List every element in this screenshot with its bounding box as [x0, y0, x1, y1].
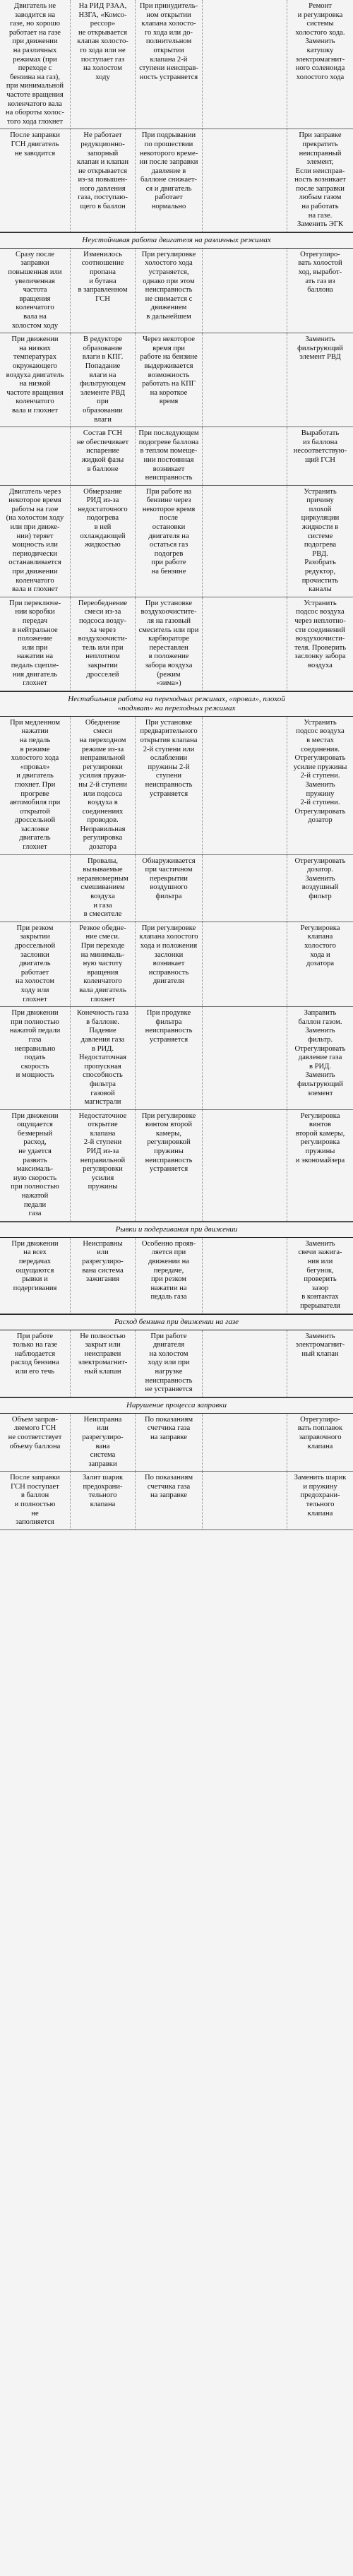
table-cell-col-1: Объем заправ- ляемого ГСН не соответствует объему баллона [0, 1414, 71, 1472]
table-cell-col-2: Неисправны или разрегулиро- вана система зажигания [71, 1238, 136, 1313]
table-cell-col-5: Отрегулировать дозатор. Заменить воздушный фильтр [294, 857, 346, 901]
table-cell-col-5: Заменить шарик и пружину предохрани- тельного клапана [294, 1474, 347, 1517]
table-cell-col-2: Не полностью закрыт или неисправен электромагнит- ный клапан [71, 1330, 136, 1397]
table-row [0, 1414, 353, 1472]
table-cell-col-3: По показаниям счетчика газа на заправке [136, 1414, 203, 1472]
table-cell-col-5: При заправке прекратить неисправный элемент, Если неисправ- ность возникает после заправки любым газом на работать на газе. Заменить ЭГК [294, 131, 346, 229]
table-cell-col-5: Заменить электромагнит- ный клапан [295, 1332, 345, 1358]
table-cell-col-3: При продувке фильтра неисправность устраняется [136, 1007, 203, 1109]
table-cell-col-5: Заменить свечи зажига- ния или бегунок, проверить зазор в контактах прерывателя [298, 1239, 342, 1310]
table-cell-col-5: Отрегулиро- вать холостой ход, выработ- ать газ из баллона [298, 250, 342, 294]
table-row [0, 427, 353, 486]
table-cell-col-1: При медленном нажатии на педаль в режиме холостого хода «провал» и двигатель глохнет. При прогреве автомобиля при открытой дроссельной заслонке двигатель глохнет [0, 717, 71, 854]
table-cell-col-2: Провалы, вызываемые неравномерным смешиванием воздуха и газа в смесителе [71, 855, 136, 922]
table-cell-col-4 [203, 1472, 287, 1530]
table-cell-col-4 [203, 249, 287, 333]
table-cell-col-1: При движении на всех передачах ощущаются рывки и подергивания [0, 1238, 71, 1313]
table-row [0, 129, 353, 232]
table-cell-col-2: Резкое обедне- ние смеси. При переходе на минималь- ную частоту вращения коленчатого вала двигатель глохнет [71, 922, 136, 1006]
table-cell-col-1: При движении на низких температурах окружающего воздуха двигатель на низкой частоте вращения коленчатого вала и глохнет [0, 333, 71, 427]
table-cell-col-1: Двигатель через некоторое время работы на газе (на холостом ходу или при движе- нии) теряет мощность или периодически останавливается при движении коленчатого вала и глохнет [0, 486, 71, 597]
table-cell-col-4 [203, 0, 287, 129]
table-cell-col-2: Изменилось соотношение пропана и бутана в заправленном ГСН [71, 249, 136, 333]
table-cell-col-5: Регулировка винтов второй камеры, регулировка пружины и экономайзера [295, 1111, 345, 1164]
table-cell-col-3: Через некоторое время при работе на бензине выдерживается возможность работать на КПГ на короткое время [136, 333, 203, 427]
section-heading: Нестабильная работа на переходных режимах, «провал», плохой «подхват» на переходных режимах [0, 691, 353, 717]
table-cell-col-4 [203, 922, 287, 1006]
table-row [0, 0, 353, 129]
table-row [0, 597, 353, 691]
table-cell-col-3: Обнаруживается при частичном перекрытии воздушного фильтра [136, 855, 203, 922]
table-cell-col-3: При регулировке винтом второй камеры, регулировкой пружины неисправность устраняется [136, 1110, 203, 1221]
table-row [0, 855, 353, 922]
table-cell-col-5: Отрегулиро- вать поплавок заправочного клапана [297, 1415, 343, 1450]
table-cell-col-3: Особенно прояв- ляется при движении на передаче, при резком нажатии на педаль газа [136, 1238, 203, 1313]
table-cell-col-3: При установке воздухоочистите- ля на газовый смеситель или при карбюраторе переставлен в положение забора воздуха (режим «зима») [136, 597, 203, 691]
table-row [0, 1110, 353, 1222]
table-cell-col-5: Устранить подсос воздуха в местах соединения. Отрегулировать усилие пружины 2-й ступени. Заменить пружину 2-й ступени. Отрегулировать дозатор [293, 718, 347, 825]
section-heading: Нарушение процесса заправки [0, 1397, 353, 1414]
table-cell-col-2: На РИД РЗАА, НЗГА, «Комсо- рессор» не открывается клапан холосто- го хода или не поступает газ на холостом ходу [71, 0, 136, 129]
table-cell-col-4 [203, 486, 287, 597]
table-cell-col-1: После заправки ГСН двигатель не заводится [0, 129, 71, 232]
table-cell-col-2: Конечность газа в баллоне. Падение давления газа в РИД. Недостаточная пропускная способность фильтра газовой магистрали [71, 1007, 136, 1109]
table-row [0, 1330, 353, 1397]
table-cell-col-5: Устранить причину плохой циркуляции жидкости в системе подогрева РВД. Разобрать редуктор, прочистить каналы [301, 487, 340, 594]
table-cell-col-1: Сразу после заправки повышенная или увеличенная частота вращения коленчатого вала на холостом ходу [0, 249, 71, 333]
table-cell-col-4 [203, 129, 287, 232]
table-cell-col-4 [203, 1330, 287, 1397]
table-cell-col-3: При принудитель- ном открытии клапана холосто- го хода или до- полнительном открытии клапана 2-й ступени неисправ- ность устраняется [136, 0, 203, 129]
table-cell-col-5: Регулировка клапана холостого хода и дозатора [300, 924, 340, 968]
table-cell-col-4 [203, 855, 287, 922]
table-cell-col-1: Двигатель не заводится на газе, но хорошо работает на газе при движении на различных режимах (при переходе с бензина на газ), при минимальной частоте вращения коленчатого вала на обороты холос- того хода глохнет [0, 0, 71, 129]
table-cell-col-2: Не работает редукционно- запорный клапан и клапан не открывается из-за повышен- ного давления газа, поступаю- щего в баллон [71, 129, 136, 232]
section-heading: Неустойчивая работа двигателя на различных режимах [0, 232, 353, 249]
table-cell-col-1: При движении ощущается безмерный расход, не удается развить максималь- ную скорость при полностью нажатой педали газа [0, 1110, 71, 1221]
table-row [0, 717, 353, 855]
table-cell-col-4 [203, 427, 287, 485]
table-cell-col-4 [203, 1238, 287, 1313]
table-cell-col-5: Выработать из баллона несоответствую- щий ГСН [293, 429, 347, 464]
table-cell-col-5: Заменить фильтрующий элемент РВД [297, 335, 343, 362]
table-row [0, 333, 353, 427]
table-cell-col-5: Ремонт и регулировка системы холостого хода. Заменить катушку электромагнит- ного соленоида холостого хода [295, 2, 345, 81]
table-cell-col-2: Обеднение смеси на переходном режиме из-за неправильной регулировки усилия пружи- ны 2-й ступени или подсоса воздуха в соединениях проводов. Неправильная регулировка дозатора [71, 717, 136, 854]
table-cell-col-3: При регулировке холостого хода устраняется, однако при этом неисправность не снимается с движением в дальнейшем [136, 249, 203, 333]
table-row [0, 486, 353, 597]
table-cell-col-1 [0, 855, 71, 922]
table-cell-col-4 [203, 1414, 287, 1472]
table-cell-col-2: Недостаточное открытие клапана 2-й ступени РИД из-за неправильной регулировки усилия пружины [71, 1110, 136, 1221]
table-row [0, 1238, 353, 1314]
table-cell-col-5: Заправить баллон газом. Заменить фильтр. Отрегулировать давление газа в РИД. Заменить фильтрующий элемент [294, 1009, 346, 1097]
table-cell-col-1: При резком закрытии дроссельной заслонки двигатель работает на холостом ходу или глохнет [0, 922, 71, 1006]
table-cell-col-3: По показаниям счетчика газа на заправке [136, 1472, 203, 1530]
table-cell-col-4 [203, 1110, 287, 1221]
table-cell-col-3: При последующем подогреве баллона в теплом помеще- нии постоянная возникает неисправность [136, 427, 203, 485]
table-cell-col-4 [203, 333, 287, 427]
table-row [0, 1472, 353, 1530]
table-cell-col-1 [0, 427, 71, 485]
table-cell-col-2: Переобеднение смеси из-за подсоса возду- ха через воздухоочисти- тель или при неплотном закрытии дросселей [71, 597, 136, 691]
table-cell-col-3: При установке предварительного открытия клапана 2-й ступени или ослаблении пружины 2-й ступени неисправность устраняется [136, 717, 203, 854]
section-heading: Рывки и подергивания при движении [0, 1222, 353, 1238]
table-cell-col-4 [203, 597, 287, 691]
table-cell-col-4 [203, 717, 287, 854]
table-cell-col-1: При работе только на газе наблюдается расход бензина или его течь [0, 1330, 71, 1397]
table-cell-col-2: В редукторе образование влаги в КПГ. Попадание влаги на фильтрующем элементе РВД при образовании влаги [71, 333, 136, 427]
table-cell-col-1: При переключе- нии коробки передач в нейтральное положение или при нажатии на педаль сцепле- ния двигатель глохнет [0, 597, 71, 691]
table-cell-col-3: При работе двигателя на холостом ходу или при нагрузке неисправность не устраняется [136, 1330, 203, 1397]
table-cell-col-3: При работе на бензине через некоторое время после остановки двигателя на остаться газ подогрев при работе на бензине [136, 486, 203, 597]
section-heading: Расход бензина при движении на газе [0, 1314, 353, 1330]
table-cell-col-2: Обмерзание РИД из-за недостаточного подогрева в ней охлаждающей жидкостью [71, 486, 136, 597]
table-cell-col-2: Залит шарик предохрани- тельного клапана [71, 1472, 136, 1530]
table-row [0, 1007, 353, 1110]
table-cell-col-3: При регулировке клапана холостого хода и положения заслонки возникает исправность двигателя [136, 922, 203, 1006]
table-cell-col-5: Устранить подсос воздуха через неплотно- сти соединений воздухоочисти- теля. Проверить заслонку забора воздуха [294, 599, 347, 669]
table-cell-col-3: При подрывании по прошествии некоторого време- ни после заправки давление в баллоне снижает- ся и двигатель работает нормально [136, 129, 203, 232]
table-cell-col-4 [203, 1007, 287, 1109]
table-cell-col-1: При движении при полностью нажатой педали газа неправильно подать скорость и мощность [0, 1007, 71, 1109]
table-row [0, 922, 353, 1007]
table-cell-col-1: После заправки ГСН поступает в баллон и полностью не заполняется [0, 1472, 71, 1530]
table-row [0, 249, 353, 333]
table-cell-col-2: Неисправна или разрегулиро- вана система заправки [71, 1414, 136, 1472]
table-cell-col-2: Состав ГСН не обеспечивает испарение жидкой фазы в баллоне [71, 427, 136, 485]
